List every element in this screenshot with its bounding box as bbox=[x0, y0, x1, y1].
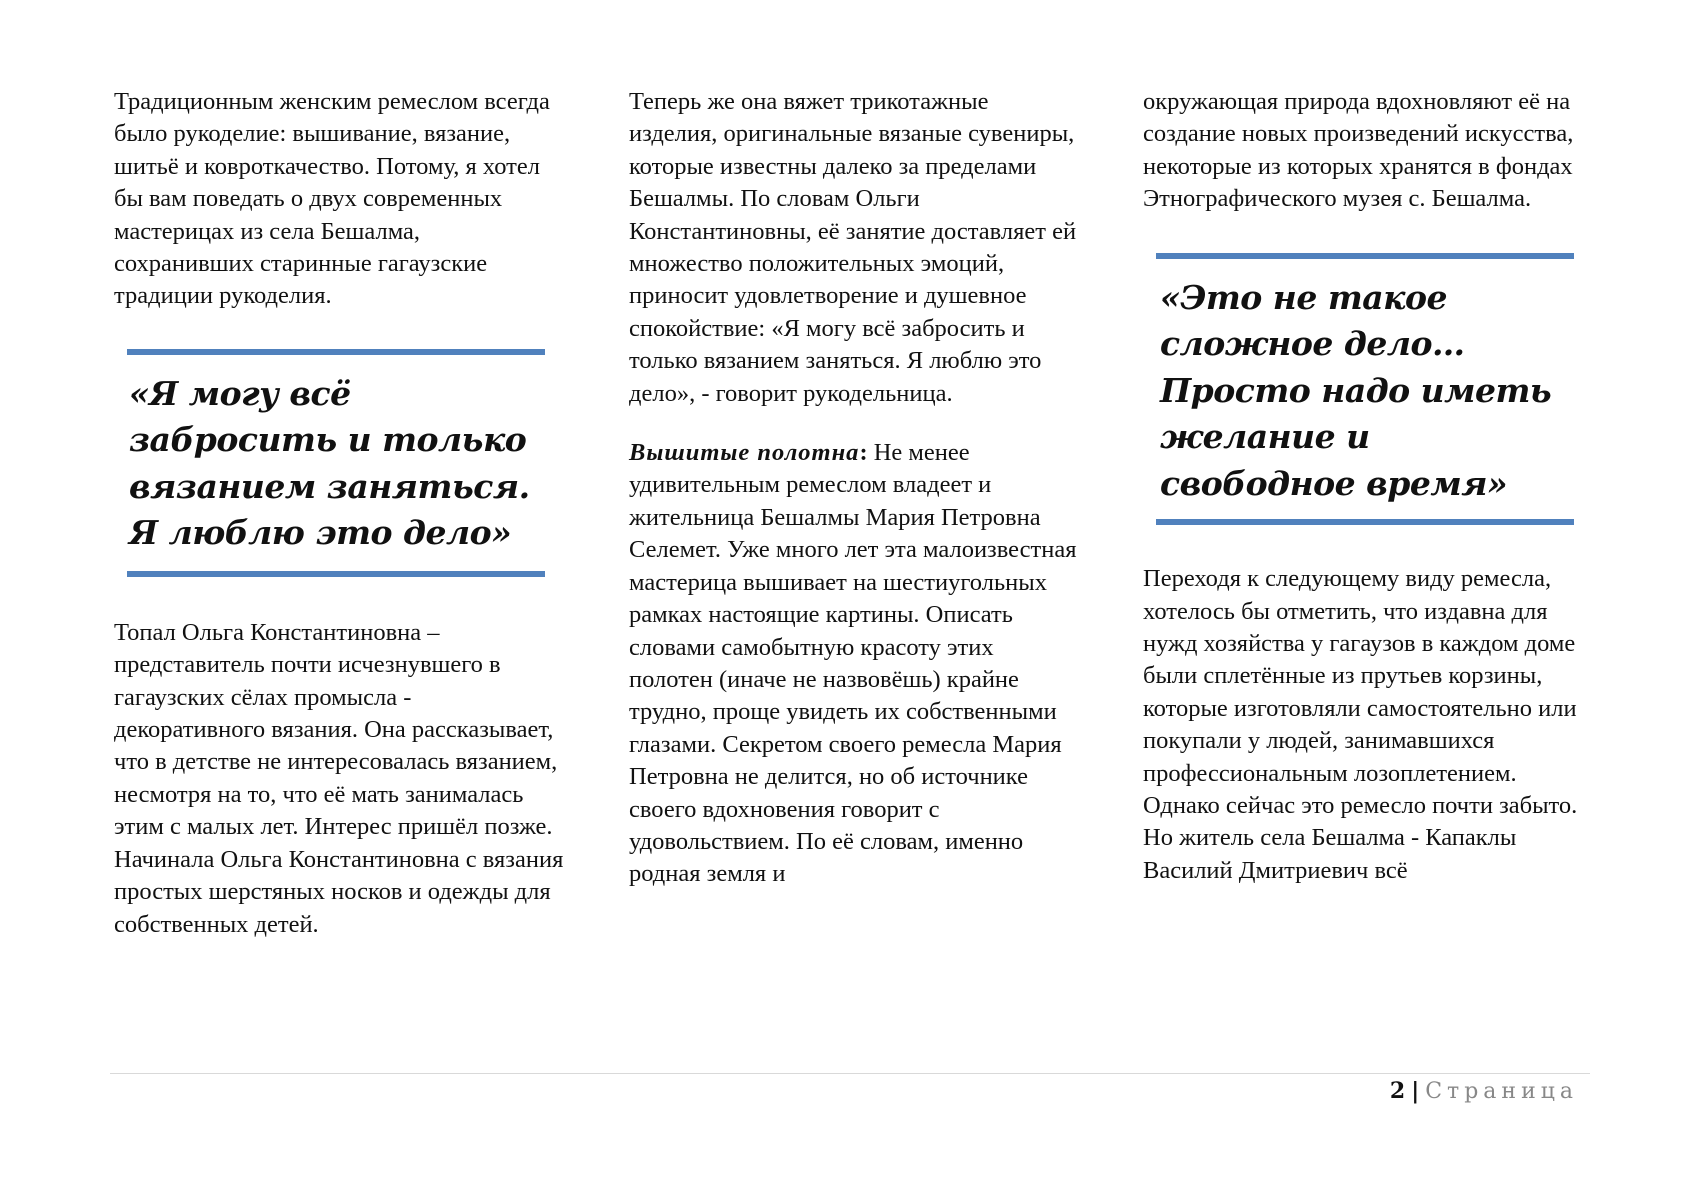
embroidery-text: Не менее удивительным ремеслом владеет и жительница Бешалмы Мария Петровна Селемет. Уже много лет эта малоизвестная мастерица вышивает на шестиугольных рамках настоящие картины. Описать словами самобытную красоту этих полотен (иначе не назвовёшь) крайне трудно, проще увидеть их собственными глазами. Секретом своего ремесла Мария Петровна не делится, но об источнике своего вдохновения говорит с удовольствием. По её словам, именно родная земля и bbox=[629, 439, 1077, 888]
pull-quote-text: «Я могу всё забросить и только вязанием заняться. Я люблю это дело» bbox=[129, 373, 530, 553]
topal-paragraph: Топал Ольга Константиновна – представитель почти исчезнувшего в гагаузских сёлах промысла - декоративного вязания. Она рассказывает, что в детстве не интересовалась вязанием, несмотря на то, что её мать занималась этим с малых лет. Интерес пришёл позже. Начинала Ольга Константиновна с вязания простых шерстяных носков и одежды для собственных детей. bbox=[114, 618, 564, 938]
page-label: Страница bbox=[1425, 1079, 1578, 1104]
subheading-colon: : bbox=[859, 439, 868, 467]
footer-separator: | bbox=[1411, 1078, 1420, 1104]
column-2 bbox=[629, 86, 1079, 891]
subheading-embroidered-canvases: Вышитые полотна bbox=[629, 439, 860, 467]
column-1 bbox=[114, 86, 564, 941]
footer-divider bbox=[110, 1073, 1590, 1074]
pull-quote-text: «Это не такое сложное дело… Просто надо иметь желание и свободное время» bbox=[1160, 277, 1552, 503]
page-footer bbox=[1390, 1078, 1578, 1104]
basketry-paragraph: Переходя к следующему виду ремесла, хотелось бы отметить, что издавна для нужд хозяйства у гагаузов в каждом доме были сплетённые из прутьев корзины, которые изготовляли самостоятельно или покупали у людей, занимавшихся профессиональным лозоплетением. Однако сейчас это ремесло почти забыто. Но житель села Бешалма - Капаклы Василий Дмитриевич всё bbox=[1143, 565, 1578, 884]
quote-bottom-rule bbox=[1156, 519, 1574, 525]
pull-quote-2 bbox=[1156, 253, 1574, 526]
page-number: 2 bbox=[1389, 1078, 1406, 1104]
quote-bottom-rule bbox=[127, 571, 545, 577]
embroidery-paragraph bbox=[629, 437, 1079, 891]
pull-quote-1 bbox=[127, 349, 545, 577]
nature-paragraph: окружающая природа вдохновляют её на создание новых произведений искусства, некоторые из которых хранятся в фондах Этнографического музея с. Бешалма. bbox=[1143, 88, 1574, 213]
knitting-paragraph: Теперь же она вяжет трикотажные изделия, оригинальные вязаные сувениры, которые известны далеко за пределами Бешалмы. По словам Ольги Константиновны, её занятие доставляет ей множество положительных эмоций, приносит удовлетворение и душевное спокойствие: «Я могу всё забросить и только вязанием заняться. Я люблю это дело», - говорит рукодельница. bbox=[629, 88, 1077, 407]
column-3 bbox=[1143, 86, 1593, 887]
intro-paragraph: Традиционным женским ремеслом всегда было рукоделие: вышивание, вязание, шитьё и ковроткачество. Потому, я хотел бы вам поведать о двух современных мастерицах из села Бешалма, сохранивших старинные гагаузские традиции рукоделия. bbox=[114, 88, 550, 310]
